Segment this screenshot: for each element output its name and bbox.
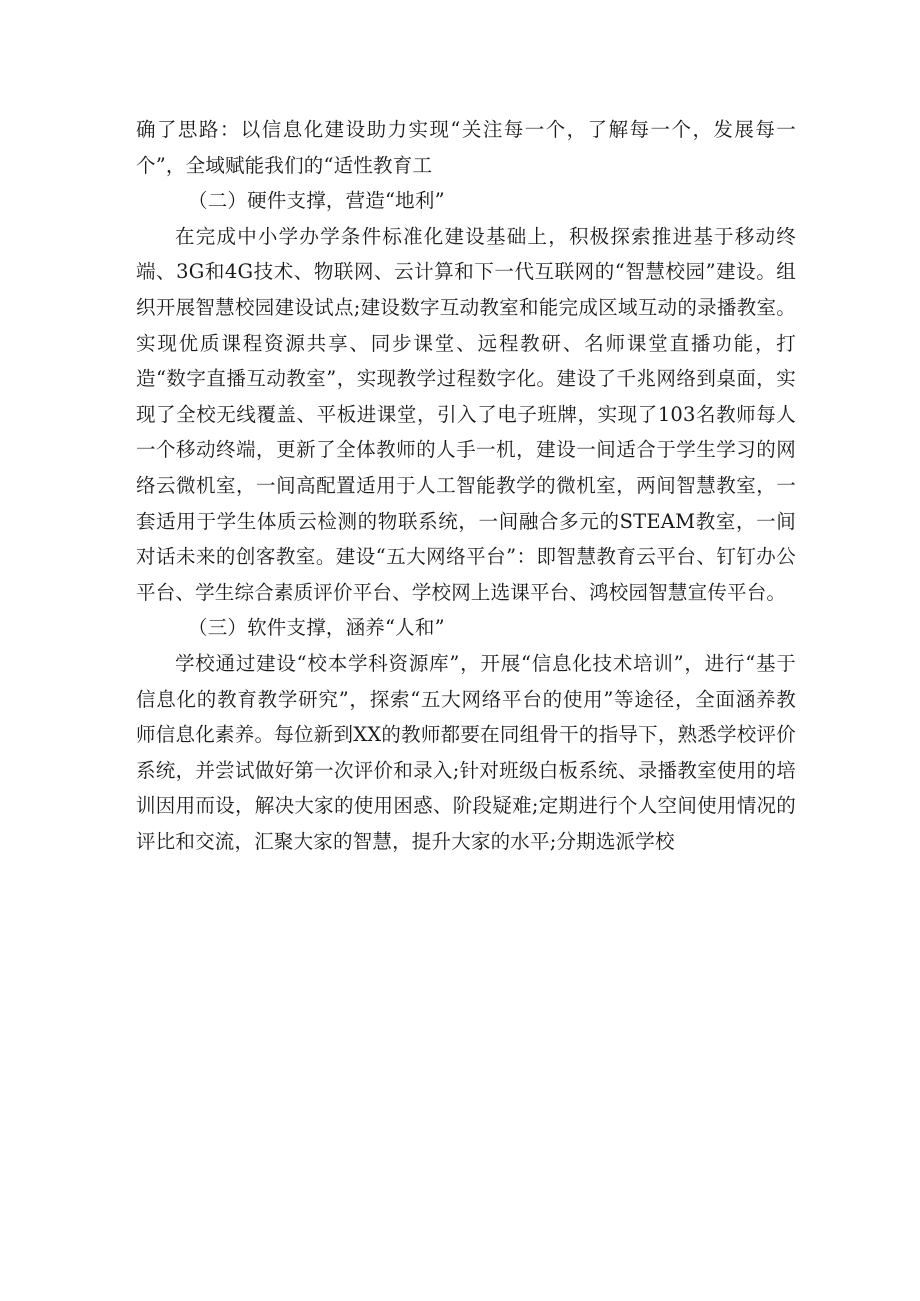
section-heading-software: （三）软件支撑，涵养“人和”	[188, 616, 445, 640]
paragraph-continuation: 确了思路：以信息化建设助力实现“关注每一个，了解每一个，发展每一个”，全域赋能我们的“适性教育工	[136, 118, 796, 177]
paragraph-hardware: 在完成中小学办学条件标准化建设基础上，积极探索推进基于移动终端、3G和4G技术、物联网、云计算和下一代互联网的“智慧校园”建设。组织开展智慧校园建设试点;建设数字互动教室和能完成区域互动的录播教室。实现优质课程资源共享、同步课堂、远程教研、名师课堂直播功能，打造“数字直播互动教室”，实现教学过程数字化。建设了千兆网络到桌面，实现了全校无线覆盖、平板进课堂，引入了电子班牌，实现了103名教师每人一个移动终端，更新了全体教师的人手一机，建设一间适合于学生学习的网络云微机室，一间高配置适用于人工智能教学的微机室，两间智慧教室，一套适用于学生体质云检测的物联系统，一间融合多元的STEAM教室，一间对话未来的创客教室。建设“五大网络平台”：即智慧教育云平台、钉钉办公平台、学生综合素质评价平台、学校网上选课平台、鸿校园智慧宣传平台。	[136, 224, 796, 604]
section-heading-hardware: （二）硬件支撑，营造“地利”	[188, 189, 445, 213]
document-page	[136, 112, 796, 859]
paragraph-software: 学校通过建设“校本学科资源库”，开展“信息化技术培训”，进行“基于信息化的教育教学研究”，探索“五大网络平台的使用”等途径，全面涵养教师信息化素养。每位新到XX的教师都要在同组骨干的指导下，熟悉学校评价系统，并尝试做好第一次评价和录入;针对班级白板系统、录播教室使用的培训因用而设，解决大家的使用困惑、阶段疑难;定期进行个人空间使用情况的评比和交流，汇聚大家的智慧，提升大家的水平;分期选派学校	[136, 651, 796, 853]
